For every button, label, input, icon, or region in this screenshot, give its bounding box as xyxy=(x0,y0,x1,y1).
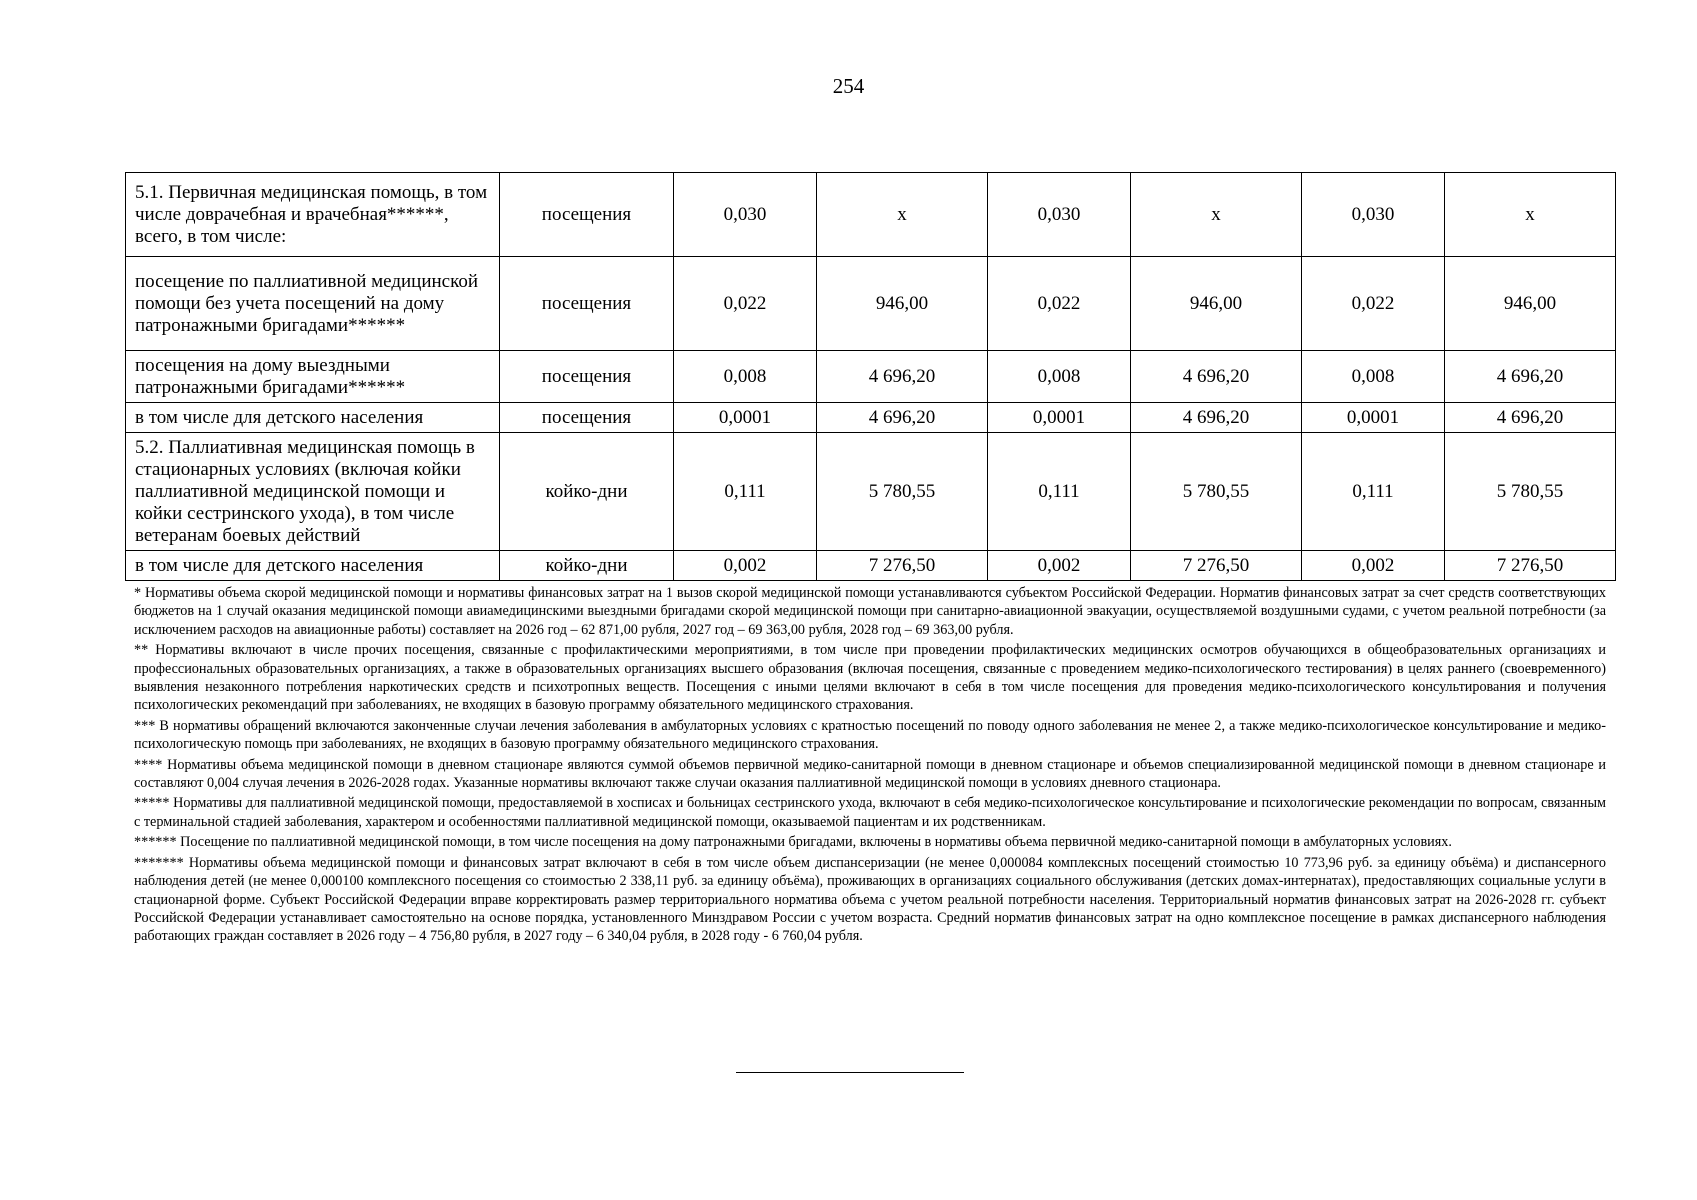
volume-2026: 0,008 xyxy=(674,351,817,403)
footnote: **** Нормативы объема медицинской помощи в дневном стационаре являются суммой объемов первичной медико-санитарной помощи в дневном стационаре и объемов специализированной медицинской помощи в дневном стационаре и составляют 0,004 случая лечения в 2026-2028 годах. Указанные нормативы включают также случаи оказания паллиативной медицинской помощи в условиях дневного стационара. xyxy=(134,756,1606,792)
volume-2028: 0,0001 xyxy=(1302,403,1445,433)
unit-cell: посещения xyxy=(500,257,674,351)
cost-2026: 946,00 xyxy=(817,257,988,351)
volume-2027: 0,008 xyxy=(988,351,1131,403)
table-row xyxy=(126,403,1616,433)
footnote: ******* Нормативы объема медицинской помощи и финансовых затрат включают в себя в том числе объем диспансеризации (не менее 0,000084 комплексных посещений стоимостью 10 773,96 руб. за единицу объёма) и диспансерного наблюдения детей (не менее 0,000100 комплексного посещения со стоимостью 2 338,11 руб. за единицу объёма), проживающих в организациях социального обслуживания (детских домах-интернатах), предоставляющих социальные услуги в стационарной форме. Субъект Российской Федерации вправе корректировать размер территориального норматива объема с учетом реальной потребности населения. Территориальный норматив финансовых затрат на 2026-2028 гг. субъект Российской Федерации устанавливает самостоятельно на основе порядка, установленного Минздравом России с учетом возраста. Средний норматив финансовых затрат на одно комплексное посещение в рамках диспансерного наблюдения работающих граждан составляет в 2026 году – 4 756,80 рубля, в 2027 году – 6 340,04 рубля, в 2028 году - 6 760,04 рубля. xyxy=(134,854,1606,945)
cost-2026: х xyxy=(817,173,988,257)
table-row xyxy=(126,551,1616,581)
cost-2026: 7 276,50 xyxy=(817,551,988,581)
cost-2027: 946,00 xyxy=(1131,257,1302,351)
cost-2027: х xyxy=(1131,173,1302,257)
volume-2028: 0,002 xyxy=(1302,551,1445,581)
row-name: посещения на дому выездными патронажными бригадами****** xyxy=(126,351,500,403)
volume-2026: 0,022 xyxy=(674,257,817,351)
cost-2026: 4 696,20 xyxy=(817,403,988,433)
volume-2028: 0,111 xyxy=(1302,433,1445,551)
table-row xyxy=(126,257,1616,351)
row-name: 5.1. Первичная медицинская помощь, в том числе доврачебная и врачебная******, всего, в том числе: xyxy=(126,173,500,257)
volume-2027: 0,0001 xyxy=(988,403,1131,433)
volume-2027: 0,111 xyxy=(988,433,1131,551)
volume-2027: 0,002 xyxy=(988,551,1131,581)
footnote: *** В нормативы обращений включаются законченные случаи лечения заболевания в амбулаторных условиях с кратностью посещений по поводу одного заболевания не менее 2, а также медико-психологическое консультирование и медико-психологическую помощь при заболеваниях, не входящих в базовую программу обязательного медицинского страхования. xyxy=(134,717,1606,753)
row-name: в том числе для детского населения xyxy=(126,551,500,581)
volume-2028: 0,008 xyxy=(1302,351,1445,403)
footnote: ****** Посещениe по паллиативной медицинской помощи, в том числе посещения на дому патронажными бригадами, включены в нормативы объема первичной медико-санитарной помощи в амбулаторных условиях. xyxy=(134,834,1452,851)
page-number: 254 xyxy=(832,74,865,98)
cost-2028: 946,00 xyxy=(1445,257,1616,351)
row-name: в том числе для детского населения xyxy=(126,403,500,433)
table-row xyxy=(126,351,1616,403)
cost-2027: 4 696,20 xyxy=(1131,351,1302,403)
unit-cell: посещения xyxy=(500,403,674,433)
norms-table xyxy=(125,172,1616,581)
unit-cell: койко-дни xyxy=(500,551,674,581)
cost-2027: 5 780,55 xyxy=(1131,433,1302,551)
unit-cell: посещения xyxy=(500,351,674,403)
cost-2028: 4 696,20 xyxy=(1445,403,1616,433)
volume-2028: 0,022 xyxy=(1302,257,1445,351)
footnote: ***** Нормативы для паллиативной медицинской помощи, предоставляемой в хосписах и больницах сестринского ухода, включают в себя медико-психологическое консультирование и психологические рекомендации по вопросам, связанным с терминальной стадией заболевания, характером и особенностями паллиативной медицинской помощи, оказываемой пациентам и их родственникам. xyxy=(134,795,1606,830)
volume-2026: 0,002 xyxy=(674,551,817,581)
volume-2026: 0,0001 xyxy=(674,403,817,433)
footnotes xyxy=(134,584,1606,948)
row-name: 5.2. Паллиативная медицинская помощь в стационарных условиях (включая койки паллиативной медицинской помощи и койки сестринского ухода), в том числе ветеранам боевых действий xyxy=(126,433,500,551)
footnote: ** Нормативы включают в числе прочих посещения, связанные с профилактическими мероприятиями, в том числе при проведении профилактических медицинских осмотров обучающихся в общеобразовательных организациях и профессиональных образовательных организациях, а также в образовательных организациях высшего образования (включая посещения, связанные с проведением медико-психологического тестирования) в целях раннего (своевременного) выявления незаконного потребления наркотических средств и психотропных веществ. Посещения с иными целями включают в себя в том числе посещения для проведения медико-психологического консультирования и получения психологических рекомендаций при заболеваниях, не входящих в базовую программу обязательного медицинского страхования. xyxy=(134,642,1606,714)
cost-2027: 7 276,50 xyxy=(1131,551,1302,581)
cost-2027: 4 696,20 xyxy=(1131,403,1302,433)
separator-line xyxy=(736,1072,964,1073)
cost-2026: 4 696,20 xyxy=(817,351,988,403)
unit-cell: койко-дни xyxy=(500,433,674,551)
volume-2027: 0,030 xyxy=(988,173,1131,257)
table-row xyxy=(126,433,1616,551)
volume-2026: 0,030 xyxy=(674,173,817,257)
cost-2026: 5 780,55 xyxy=(817,433,988,551)
volume-2027: 0,022 xyxy=(988,257,1131,351)
cost-2028: 5 780,55 xyxy=(1445,433,1616,551)
volume-2026: 0,111 xyxy=(674,433,817,551)
volume-2028: 0,030 xyxy=(1302,173,1445,257)
row-name: посещение по паллиативной медицинской помощи без учета посещений на дому патронажными бригадами****** xyxy=(126,257,500,351)
footnote: * Нормативы объема скорой медицинской помощи и нормативы финансовых затрат на 1 вызов скорой медицинской помощи устанавливаются субъектом Российской Федерации. Норматив финансовых затрат за счет средств соответствующих бюджетов на 1 случай оказания медицинской помощи авиамедицинскими выездными бригадами скорой медицинской помощи при санитарно-авиационной эвакуации, осуществляемой воздушными судами, с учетом реальной потребности (за исключением расходов на авиационные работы) составляет на 2026 год – 62 871,00 рубля, 2027 год – 69 363,00 рубля, 2028 год – 69 363,00 рубля. xyxy=(134,585,1606,638)
cost-2028: 7 276,50 xyxy=(1445,551,1616,581)
table-row xyxy=(126,173,1616,257)
cost-2028: 4 696,20 xyxy=(1445,351,1616,403)
cost-2028: х xyxy=(1445,173,1616,257)
unit-cell: посещения xyxy=(500,173,674,257)
